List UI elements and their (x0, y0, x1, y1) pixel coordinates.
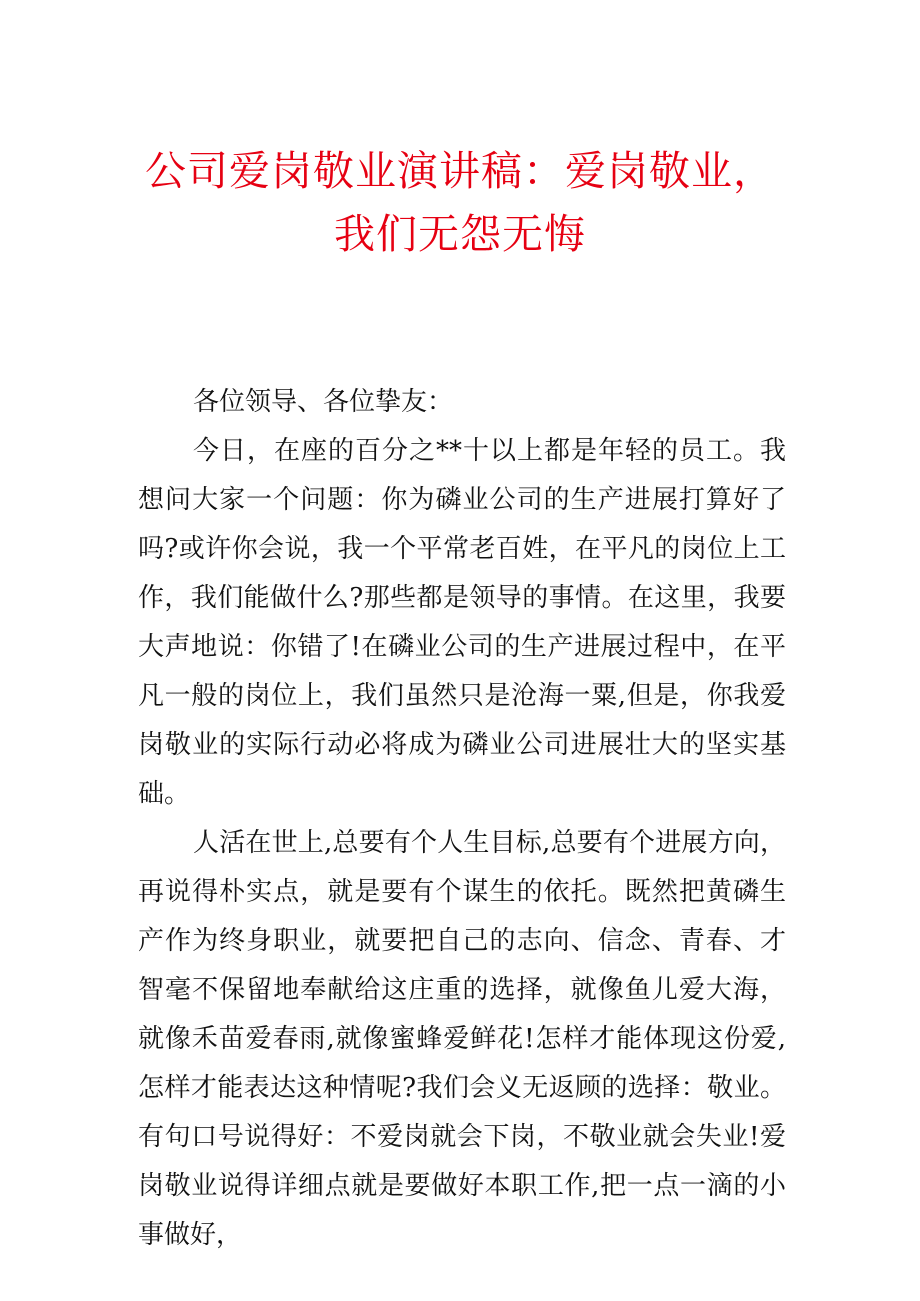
body-paragraph: 今日，在座的百分之**十以上都是年轻的员工。我想问大家一个问题：你为磷业公司的生产进展打算好了吗?或许你会说，我一个平常老百姓，在平凡的岗位上工作，我们能做什么?那些都是领导的事情。在这里，我要大声地说：你错了!在磷业公司的生产进展过程中，在平凡一般的岗位上，我们虽然只是沧海一粟,但是，你我爱岗敬业的实际行动必将成为磷业公司进展壮大的坚实基础。 (138, 436, 786, 809)
document-body (138, 378, 786, 1260)
page-title: 公司爱岗敬业演讲稿：爱岗敬业，我们无怨无悔 (145, 147, 775, 258)
salutation-paragraph: 各位领导、各位挚友： (193, 387, 454, 417)
body-paragraph: 人活在世上,总要有个人生目标,总要有个进展方向，再说得朴实点，就是要有个谋生的依托。既然把黄磷生产作为终身职业，就要把自己的志向、信念、青春、才智毫不保留地奉献给这庄重的选择，就像鱼儿爱大海，就像禾苗爱春雨,就像蜜蜂爱鲜花!怎样才能体现这份爱,怎样才能表达这种情呢?我们会义无返顾的选择：敬业。有句口号说得好：不爱岗就会下岗，不敬业就会失业!爱岗敬业说得详细点就是要做好本职工作,把一点一滴的小事做好， (138, 828, 786, 1250)
